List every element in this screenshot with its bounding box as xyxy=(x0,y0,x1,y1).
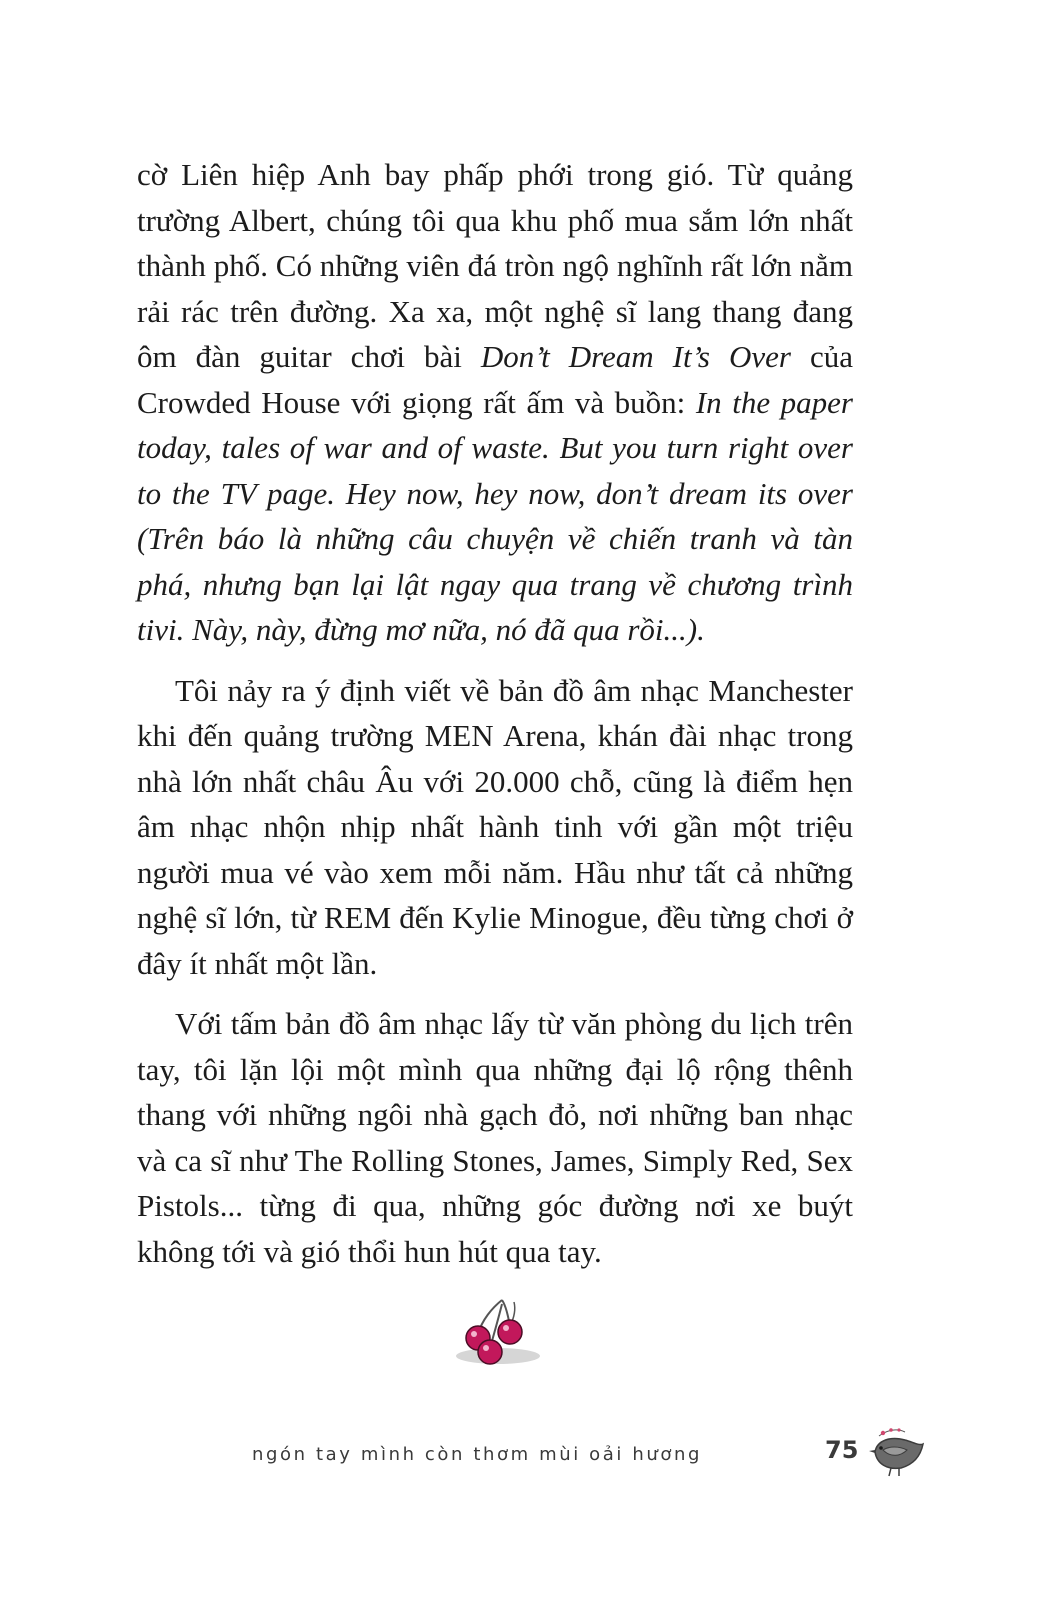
paragraph-3 xyxy=(137,1001,853,1274)
page-number: 75 xyxy=(825,1436,859,1464)
song-title: Don’t Dream It’s Over xyxy=(480,339,791,374)
paragraph-1 xyxy=(137,152,853,653)
blossom xyxy=(897,1428,900,1431)
bird-icon xyxy=(865,1424,929,1482)
running-title: ngón tay mình còn thơm mùi oải hương xyxy=(252,1444,702,1465)
bird-eye xyxy=(879,1446,883,1450)
cherry xyxy=(478,1340,502,1364)
text-segment: Tôi nảy ra ý định viết về bản đồ âm nhạc Manchester khi đến quảng trường MEN Arena, khán đài nhạc trong nhà lớn nhất châu Âu với 20.000 chỗ, cũng là điểm hẹn âm nhạc nhộn nhịp nhất hành tinh với gần một triệu người mua vé vào xem mỗi năm. Hầu như tất cả những nghệ sĩ lớn, từ REM đến Kylie Minogue, đều từng chơi ở đây ít nhất một lần. xyxy=(137,672,853,981)
page-footer xyxy=(252,1436,950,1486)
cherries-icon xyxy=(448,1290,546,1376)
blossom xyxy=(881,1431,885,1435)
text-segment: cờ Liên hiệp Anh bay phấp phới trong gió. Từ quảng trường Albert, chúng tôi qua khu phố mua sắm lớn nhất thành phố. Có những viên đá tròn ngộ nghĩnh rất lớn nằm rải rác trên đường. Xa xa, một nghệ sĩ lang thang đang ôm đàn guitar chơi bài xyxy=(137,157,853,374)
cherry-highlight xyxy=(483,1345,489,1351)
paragraph-2 xyxy=(137,668,853,987)
body-text xyxy=(137,152,853,1274)
song-lyrics: In the paper today, tales of war and of waste. But you turn right over to the TV page. Hey now, hey now, don’t dream its over (Trên báo là những câu chuyện về chiến tranh và tàn phá, nhưng bạn lại lật ngay qua trang về chương trình tivi. Này, này, đừng mơ nữa, nó đã qua rồi...). xyxy=(137,384,853,647)
cherry-highlight xyxy=(471,1331,477,1337)
cherry xyxy=(498,1320,522,1344)
text-segment: của Crowded House với giọng rất ấm và buồn: xyxy=(137,339,853,420)
cherry-highlight xyxy=(503,1325,509,1331)
bird-beak xyxy=(869,1450,875,1453)
blossom xyxy=(889,1428,893,1432)
bird-legs xyxy=(889,1468,899,1476)
text-segment: Với tấm bản đồ âm nhạc lấy từ văn phòng du lịch trên tay, tôi lặn lội một mình qua những đại lộ rộng thênh thang với những ngôi nhà gạch đỏ, nơi những ban nhạc và ca sĩ như The Rolling Stones, James, Simply Red, Sex Pistols... từng đi qua, những góc đường nơi xe buýt không tới và gió thổi hun hút qua tay. xyxy=(137,1006,853,1269)
